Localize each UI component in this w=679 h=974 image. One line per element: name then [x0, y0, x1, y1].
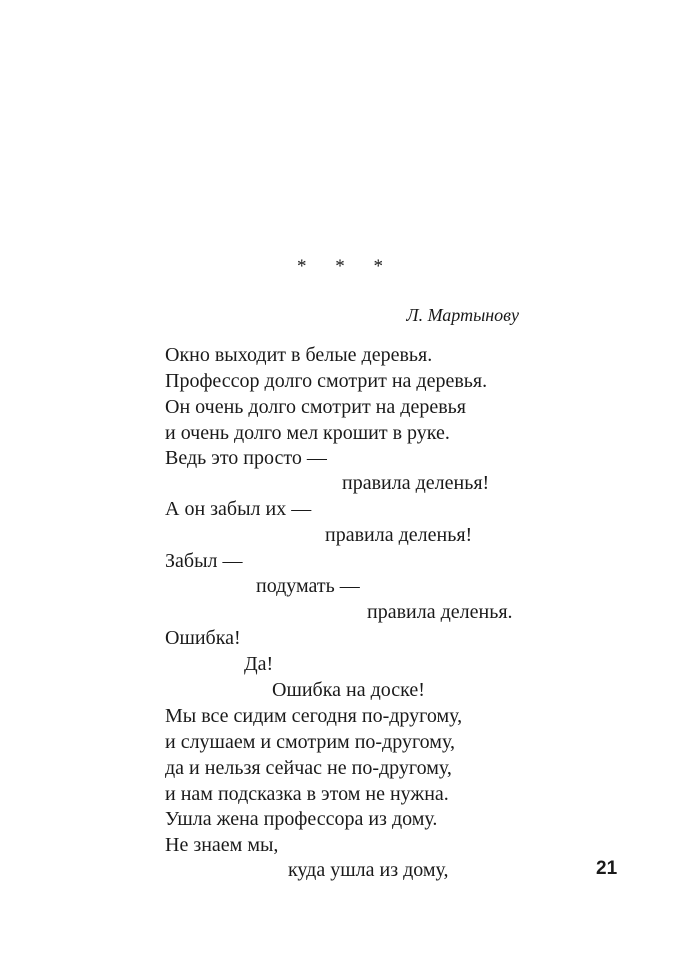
poem-line: и нам подсказка в этом не нужна.	[165, 783, 449, 805]
poem-line: и слушаем и смотрим по-другому,	[165, 731, 455, 753]
poem-line: Профессор долго смотрит на деревья.	[165, 370, 488, 392]
poem-line: Не знаем мы,	[165, 834, 279, 856]
poem-line: Он очень долго смотрит на деревья	[165, 396, 466, 418]
poem-line: Ведь это просто —	[165, 447, 327, 469]
poem-separator: * * *	[297, 256, 395, 277]
poem-line: Забыл —	[165, 550, 243, 572]
poem-line: А он забыл их —	[165, 498, 312, 520]
poem-line: Да!	[244, 653, 274, 675]
poem-line: Окно выходит в белые деревья.	[165, 344, 433, 366]
poem-line: Ушла жена профессора из дому.	[165, 808, 438, 830]
poem-line: куда ушла из дому,	[288, 859, 449, 881]
poem-line: правила деленья!	[325, 524, 473, 546]
poem-line: Мы все сидим сегодня по-другому,	[165, 705, 463, 727]
poem-dedication: Л. Мартынову	[406, 305, 519, 325]
poem-line: правила деленья.	[367, 601, 513, 623]
poem-line: Ошибка на доске!	[272, 679, 425, 701]
poem-line: подумать —	[256, 575, 360, 597]
page-number: 21	[596, 858, 618, 879]
poem-line: Ошибка!	[165, 627, 241, 649]
poem-line: и очень долго мел крошит в руке.	[165, 422, 450, 444]
poem-line: да и нельзя сейчас не по-другому,	[165, 757, 452, 779]
poem-line: правила деленья!	[342, 472, 490, 494]
